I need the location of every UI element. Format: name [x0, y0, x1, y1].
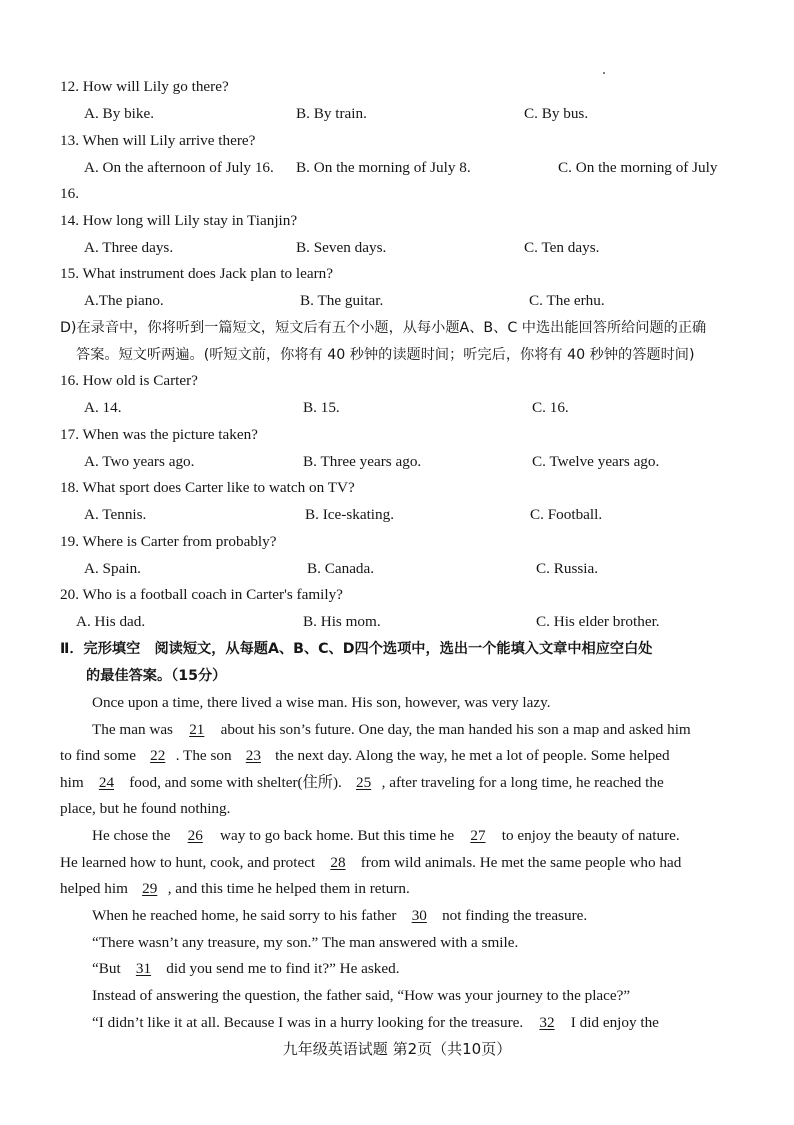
blank-23: 23: [245, 747, 261, 764]
option-16b: B. 15.: [303, 399, 340, 416]
scan-speck: [603, 72, 605, 74]
passage-line: place, but he found nothing.: [60, 800, 231, 817]
blank-25: 25: [356, 774, 372, 791]
question-20: 20. Who is a football coach in Carter's family?: [60, 586, 343, 603]
question-17: 17. When was the picture taken?: [60, 426, 258, 443]
option-17a: A. Two years ago.: [84, 453, 195, 470]
passage-line: him 24 food, and some with shelter(住所). 25 , after traveling for a long time, he reached the: [60, 774, 664, 791]
blank-27: 27: [470, 827, 486, 844]
blank-29: 29: [142, 880, 158, 897]
passage-line: Once upon a time, there lived a wise man. His son, however, was very lazy.: [92, 694, 551, 711]
question-19: 19. Where is Carter from probably?: [60, 533, 277, 550]
option-19a: A. Spain.: [84, 560, 141, 577]
passage-line: He chose the 26 way to go back home. But this time he 27 to enjoy the beauty of nature.: [92, 827, 680, 844]
section-d-instruction-line1: D)在录音中，你将听到一篇短文，短文后有五个小题，从每小题A、B、C 中选出能回答所给问题的正确: [60, 320, 707, 336]
passage-line: “But 31 did you send me to find it?” He asked.: [92, 960, 400, 977]
blank-31: 31: [135, 960, 152, 977]
question-18: 18. What sport does Carter like to watch on TV?: [60, 479, 355, 496]
blank-30: 30: [411, 907, 427, 924]
option-15a: A.The piano.: [84, 292, 164, 309]
passage-line: “There wasn’t any treasure, my son.” The man answered with a smile.: [92, 934, 519, 951]
option-18b: B. Ice-skating.: [305, 506, 394, 523]
option-13c-wrap: 16.: [60, 185, 79, 202]
question-14: 14. How long will Lily stay in Tianjin?: [60, 212, 298, 229]
blank-22: 22: [150, 747, 166, 764]
option-12a: A. By bike.: [84, 105, 155, 122]
blank-32: 32: [539, 1014, 555, 1031]
blank-24: 24: [98, 774, 115, 791]
passage-line: “I didn’t like it at all. Because I was in a hurry looking for the treasure. 32 I did enjoy the: [92, 1014, 659, 1031]
section-ii-heading-line1: Ⅱ．完形填空 阅读短文，从每题A、B、C、D四个选项中，选出一个能填入文章中相应空白处: [60, 641, 653, 657]
option-14b: B. Seven days.: [296, 239, 387, 256]
passage-line: The man was 21 about his son’s future. One day, the man handed his son a map and asked him: [92, 721, 691, 738]
option-20a: A. His dad.: [76, 613, 146, 630]
passage-line: helped him 29 , and this time he helped them in return.: [60, 880, 410, 897]
option-18c: C. Football.: [530, 506, 603, 523]
passage-line: He learned how to hunt, cook, and protect 28 from wild animals. He met the same people who had: [60, 854, 682, 871]
blank-21: 21: [189, 721, 205, 738]
option-19b: B. Canada.: [307, 560, 375, 577]
option-20b: B. His mom.: [303, 613, 381, 630]
option-16a: A. 14.: [84, 399, 122, 416]
option-13c: C. On the morning of July: [558, 159, 718, 176]
page-footer: 九年级英语试题 第2页（共10页）: [282, 1040, 512, 1058]
blank-28: 28: [330, 854, 346, 871]
blank-26: 26: [187, 827, 203, 844]
option-18a: A. Tennis.: [84, 506, 147, 523]
option-14a: A. Three days.: [84, 239, 174, 256]
option-16c: C. 16.: [532, 399, 569, 416]
option-13a: A. On the afternoon of July 16.: [84, 159, 274, 176]
passage-line: Instead of answering the question, the father said, “How was your journey to the place?”: [92, 987, 631, 1004]
option-13b: B. On the morning of July 8.: [296, 159, 471, 176]
option-17b: B. Three years ago.: [303, 453, 422, 470]
option-19c: C. Russia.: [536, 560, 599, 577]
question-12: 12. How will Lily go there?: [60, 78, 229, 95]
question-13: 13. When will Lily arrive there?: [60, 132, 256, 149]
passage-line: to find some 22 . The son 23 the next day. Along the way, he met a lot of people. Some helped: [60, 747, 670, 764]
section-ii-heading-line2: 的最佳答案。（15分）: [86, 668, 227, 684]
option-12c: C. By bus.: [524, 105, 589, 122]
option-20c: C. His elder brother.: [536, 613, 660, 630]
question-16: 16. How old is Carter?: [60, 372, 198, 389]
section-d-instruction-line2: 答案。短文听两遍。(听短文前，你将有 40 秒钟的读题时间；听完后，你将有 40 秒钟的答题时间): [76, 347, 695, 363]
option-15c: C. The erhu.: [529, 292, 605, 309]
option-14c: C. Ten days.: [524, 239, 600, 256]
option-12b: B. By train.: [296, 105, 367, 122]
option-15b: B. The guitar.: [300, 292, 384, 309]
passage-line: When he reached home, he said sorry to his father 30 not finding the treasure.: [92, 907, 588, 924]
question-15: 15. What instrument does Jack plan to learn?: [60, 265, 334, 282]
option-17c: C. Twelve years ago.: [532, 453, 660, 470]
